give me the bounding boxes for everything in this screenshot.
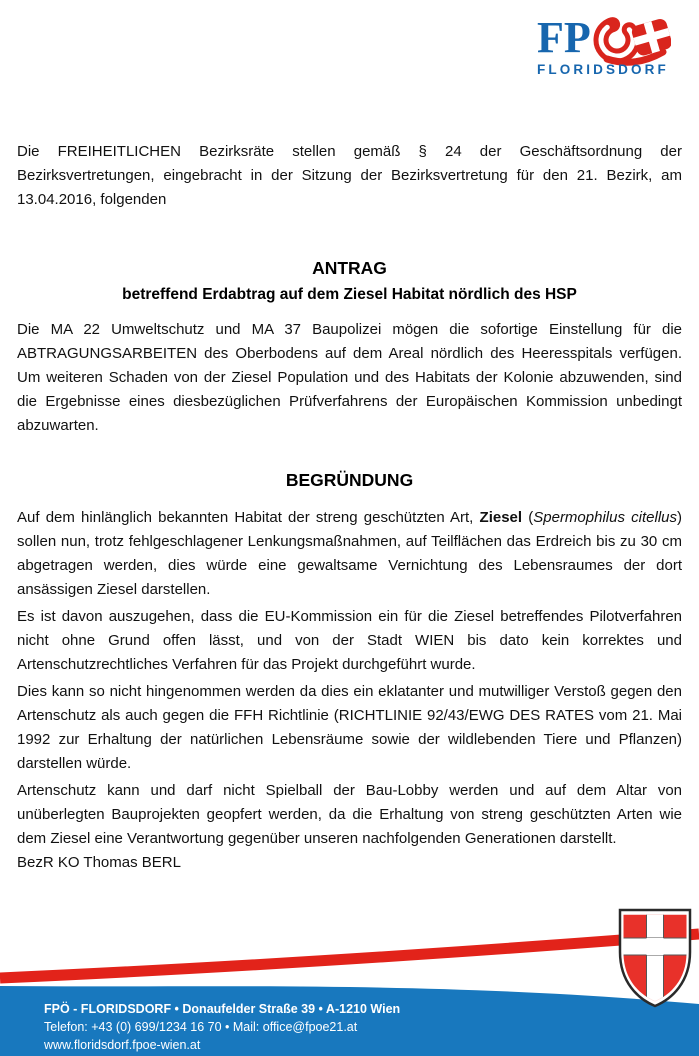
signature-line: BezR KO Thomas BERL [17, 854, 181, 871]
document-content [17, 140, 682, 875]
species-paren: ( [522, 509, 534, 526]
intro-paragraph: Die FREIHEITLICHEN Bezirksräte stellen gemäß § 24 der Geschäftsordnung der Bezirksvertretungen, eingebracht in der Sitzung der Bezirksvertretung für den 21. Bezirk, am 13.04.2016, folgenden [17, 143, 682, 208]
austria-flag-ribbon-icon [594, 17, 639, 62]
footer [0, 900, 699, 1056]
antrag-subtitle: betreffend Erdabtrag auf dem Ziesel Habitat nördlich des HSP [122, 286, 577, 303]
antrag-body-paragraph: Die MA 22 Umweltschutz und MA 37 Baupolizei mögen die sofortige Einstellung für die ABTRAGUNGSARBEITEN des Oberbodens auf dem Areal nördlich des Heeresspitals verfügen. Um weiteren Schaden von der Ziesel Population und des Habitats der Kolonie abzuwenden, sind die Ergebnisse eines diesbezüglichen Prüfverfahrens der Europäischen Kommission unbedingt abzuwarten. [17, 321, 682, 434]
footer-contact-block [44, 1000, 400, 1054]
species-sentence-post: ) sollen nun, trotz fehlgeschlagener Lenkungsmaßnahmen, auf Teilflächen das Erdreich bis zu 30 cm abgetragen werden, dies würde eine gewaltsame Vernichtung des Lebensraumes der dort ansässigen Ziesel darstellen. [17, 509, 682, 598]
logo-district-text: FLORIDSDORF [537, 62, 667, 77]
species-name-bold: Ziesel [479, 509, 523, 526]
begruendung-heading: BEGRÜNDUNG [285, 470, 414, 490]
red-stripe [0, 934, 699, 978]
begruendung-paragraph-1 [17, 506, 682, 602]
begruendung-paragraph-2: Es ist davon auszugehen, dass die EU-Kommission ein für die Ziesel betreffendes Pilotverfahren nicht ohne Grund offen lässt, und von der Stadt WIEN bis dato kein korrektes und Artenschutzrechtliches Verfahren für das Projekt durchgeführt wurde. [17, 608, 682, 673]
begruendung-paragraph-3: Dies kann so nicht hingenommen werden da dies ein eklatanter und mutwilliger Verstoß gegen den Artenschutz als auch gegen die FFH Richtlinie (RICHTLINIE 92/43/EWG DES RATES vom 21. Mai 1992 zur Erhaltung der natürlichen Lebensräume sowie der wildlebenden Tiere und Pflanzen) darstellen würde. [17, 683, 682, 772]
fpoe-logo [537, 12, 671, 78]
vienna-coat-of-arms-icon [616, 908, 694, 1010]
footer-address-line: FPÖ - FLORIDSDORF • Donaufelder Straße 39 • A-1210 Wien [44, 1002, 401, 1016]
antrag-heading: ANTRAG [312, 258, 387, 278]
species-latin-name: Spermophilus citellus [533, 509, 677, 526]
species-sentence-pre: Auf dem hinlänglich bekannten Habitat der streng geschützten Art, [17, 509, 480, 526]
begruendung-paragraph-4: Artenschutz kann und darf nicht Spielball der Bau-Lobby werden und auf dem Altar von unüberlegten Bauprojekten geopfert werden, da die Erhaltung von streng geschützten Arten wie dem Ziesel eine Verantwortung gegenüber unseren nachfolgenden Generationen darstellt. [17, 782, 682, 847]
footer-website-line: www.floridsdorf.fpoe-wien.at [44, 1038, 201, 1052]
fpoe-logo-graphic [537, 12, 671, 78]
footer-phone-mail-line: Telefon: +43 (0) 699/1234 16 70 • Mail: office@fpoe21.at [44, 1020, 358, 1034]
logo-fp-text: FP [537, 13, 591, 62]
